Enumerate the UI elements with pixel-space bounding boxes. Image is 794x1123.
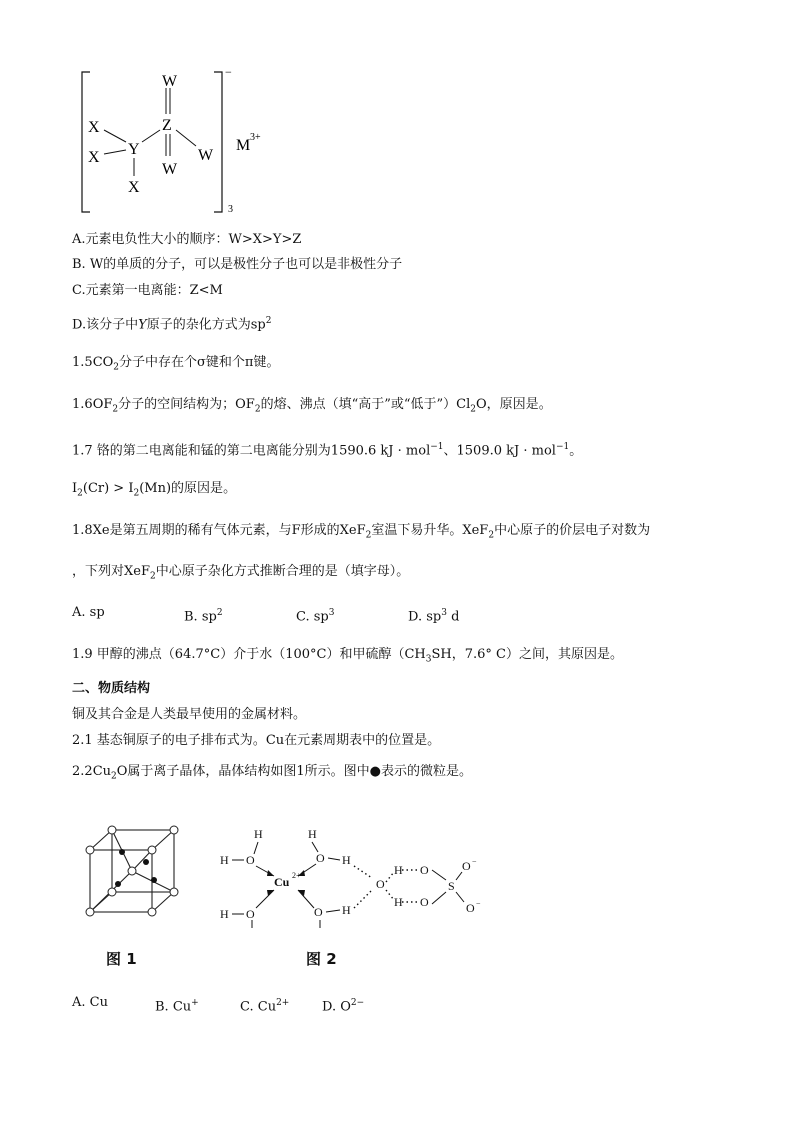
option-c: C.元素第一电离能：Z<M [72,283,223,298]
svg-text:O: O [376,877,385,891]
svg-text:O: O [314,905,323,919]
svg-text:2+: 2+ [292,871,301,880]
question-1-9: 1.9 甲醇的沸点（64.7°C）介于水（100°C）和甲硫醇（$CH_3SH$，7.6° C）之间，其原因是。 [72,647,623,665]
svg-text:H: H [394,863,403,877]
q18-option-b: B. $sp^2$ [184,608,223,625]
atom-w-top: W [162,73,178,90]
figure-1-label: 图 1 [106,950,137,968]
cu-ion: Cu [274,875,290,889]
question-1-7: 1.7 铬的第二电离能和锰的第二电离能分别为1590.6 kJ · mol$^{-1}$、1509.0 kJ · mol$^{-1}$。 [72,442,583,459]
atom-y: Y [128,141,140,158]
question-1-8-part2: ，下列对XeF$_2$中心原子杂化方式推断合理的是（填字母）。 [72,564,410,582]
svg-text:O: O [246,907,255,921]
svg-text:O: O [420,863,429,877]
q22-option-c: C. $Cu^{2+}$ [240,998,290,1015]
q22-option-d: D. $O^{2-}$ [322,998,365,1015]
svg-text:O: O [316,851,325,865]
svg-text:H: H [342,903,351,917]
q22-option-a: A. Cu [72,995,108,1010]
question-1-6: $1.6OF_2$分子的空间结构为；$OF_2$的熔、沸点（填“高于”或“低于$”)Cl_2O$，原因是。 [72,397,552,415]
svg-text:H: H [308,827,317,841]
q18-option-a: A. sp [72,605,105,620]
svg-text:H: H [220,907,229,921]
cation-charge: 3+ [250,132,261,143]
atom-z: Z [162,117,172,134]
complex-structure-diagram [72,66,292,216]
figure-1-crystal-structure [82,822,190,922]
atom-x3: X [128,179,140,196]
question-1-8: 1.8Xe是第五周期的稀有气体元素，与F形成的XeF$_2$室温下易升华。XeF$_2$中心原子的价层电子对数为 [72,523,651,541]
svg-text:O: O [462,859,471,873]
svg-text:−: − [472,857,477,866]
cation-symbol: M [236,137,251,154]
atom-x1: X [88,119,100,136]
svg-text:H: H [254,827,263,841]
question-1-5: $1.5CO_2$分子中存在个σ键和个π键。 [72,355,280,373]
svg-text:O: O [246,853,255,867]
svg-text:O: O [420,895,429,909]
option-b: B. W的单质的分子，可以是极性分子也可以是非极性分子 [72,257,403,272]
section-title: 二、物质结构 [72,681,151,696]
bracket-minus: − [225,66,232,79]
question-1-7-reason: $I_2(Cr) > I_2(Mn)$的原因是。 [72,481,237,499]
svg-text:O: O [466,901,475,915]
option-a: A.元素电负性大小的顺序：W>X>Y>Z [72,232,302,247]
figure-2-label: 图 2 [306,950,337,968]
bracket-subscript: 3 [228,204,233,215]
question-2-1: 2.1 基态铜原子的电子排布式为。Cu在元素周期表中的位置是。 [72,733,441,748]
section-intro: 铜及其合金是人类最早使用的金属材料。 [72,707,307,722]
atom-w-right: W [198,147,214,164]
option-d: D.该分子中Y原子的杂化方式为$sp^2$ [72,316,272,333]
svg-text:H: H [220,853,229,867]
q18-option-c: C. $sp^3$ [296,608,335,625]
q22-option-b: B. Cu+ [155,998,199,1015]
atom-x2: X [88,149,100,166]
svg-text:S: S [448,879,455,893]
svg-text:−: − [476,899,481,908]
svg-text:H: H [394,895,403,909]
figure-2-copper-complex [212,824,502,928]
q18-option-d: D. $sp^3$ d [408,608,460,625]
question-2-2: $2.2Cu_2O$属于离子晶体，晶体结构如图1所示。图中●表示的微粒是。 [72,764,473,782]
atom-w-bottom: W [162,161,178,178]
svg-text:H: H [342,853,351,867]
